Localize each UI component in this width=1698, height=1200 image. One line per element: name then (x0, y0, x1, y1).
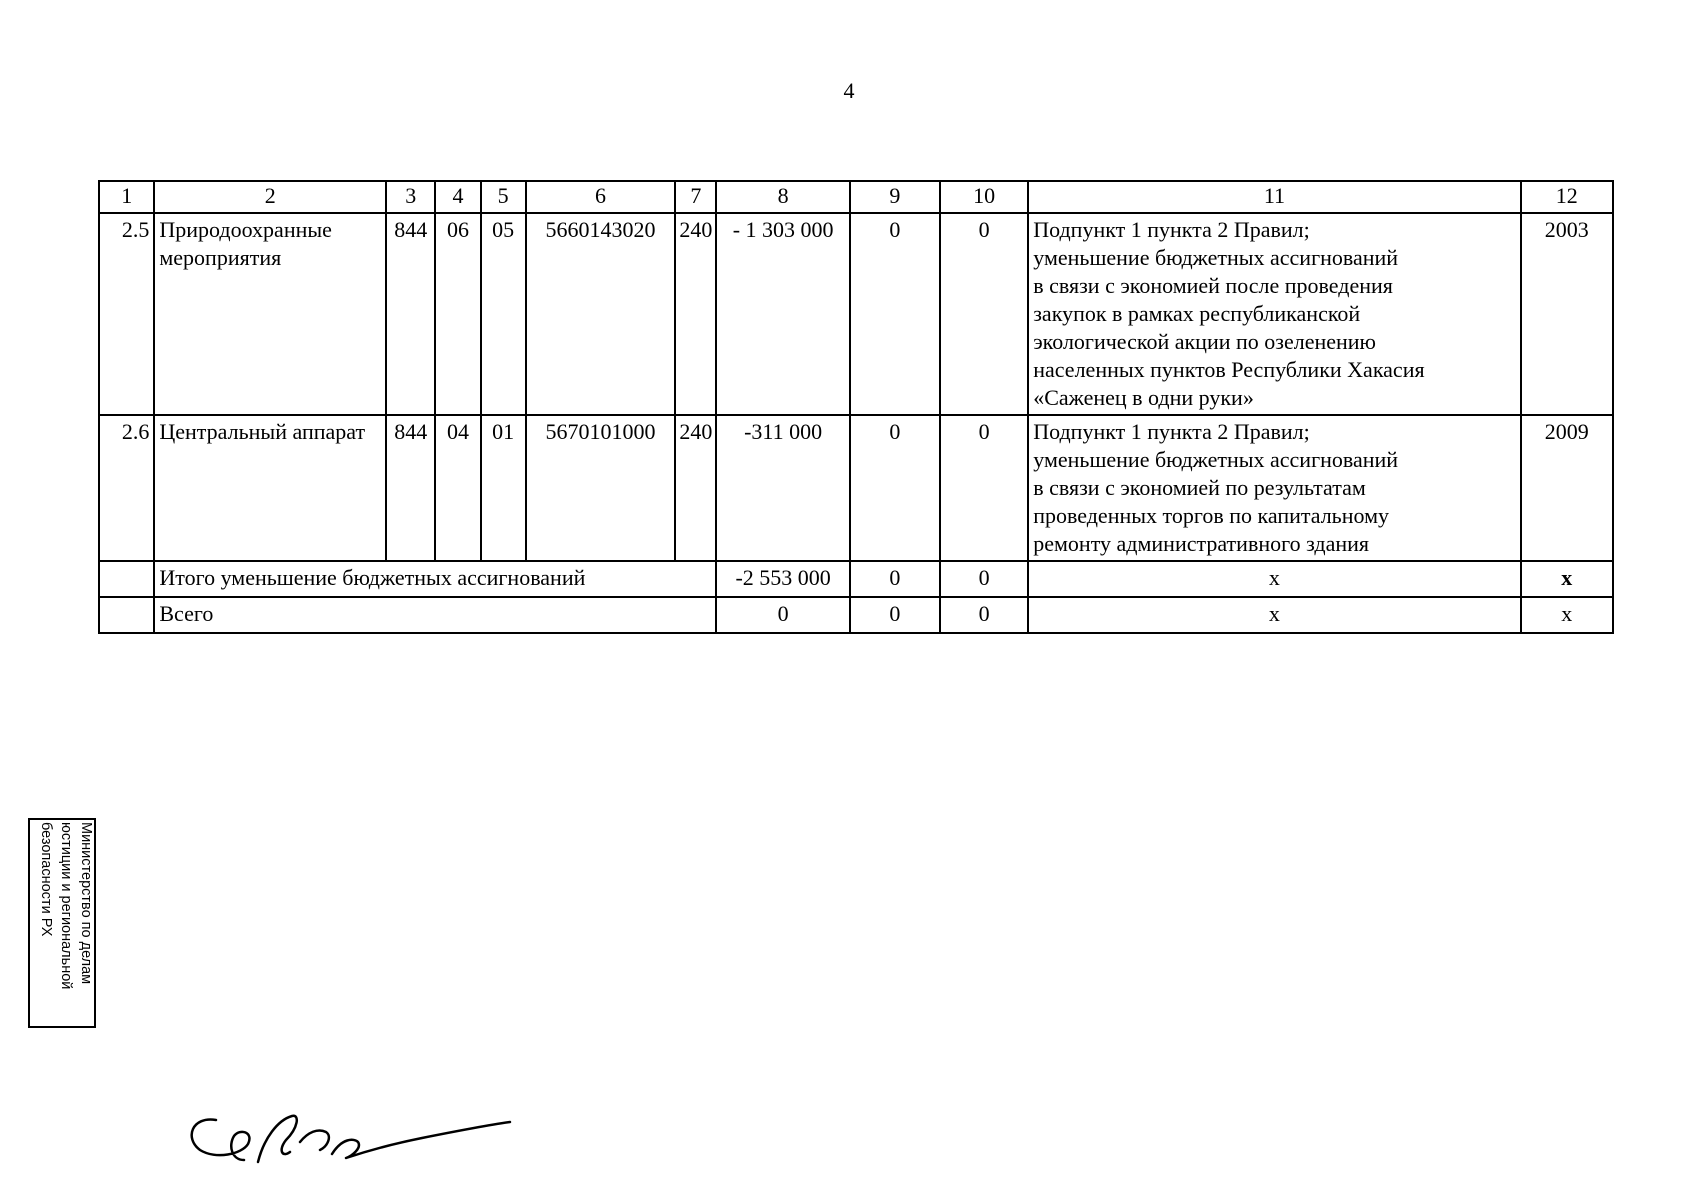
column-header: 12 (1521, 181, 1613, 213)
total-decrease-row (99, 561, 1613, 597)
grand-total-col9: 0 (850, 597, 940, 633)
cell-col3: 844 (386, 415, 435, 561)
column-header: 10 (940, 181, 1028, 213)
cell-col10: 0 (940, 213, 1028, 415)
cell-col7: 240 (675, 415, 716, 561)
row-basis (1028, 213, 1520, 415)
basis-line: в связи с экономией после проведения (1033, 273, 1393, 298)
signature (182, 1098, 512, 1178)
column-header: 6 (526, 181, 676, 213)
header-row (99, 181, 1613, 213)
grand-total-label: Всего (154, 597, 716, 633)
total-decrease-col10: 0 (940, 561, 1028, 597)
cell-col8: - 1 303 000 (716, 213, 849, 415)
basis-line: Подпункт 1 пункта 2 Правил; (1033, 419, 1310, 444)
row-name-line: мероприятия (159, 245, 282, 270)
total-decrease-col8: -2 553 000 (716, 561, 849, 597)
column-header: 8 (716, 181, 849, 213)
basis-line: в связи с экономией по результатам (1033, 475, 1366, 500)
total-decrease-col9: 0 (850, 561, 940, 597)
grand-total-col12: x (1521, 597, 1613, 633)
row-number: 2.6 (99, 415, 154, 561)
basis-line: уменьшение бюджетных ассигнований (1033, 245, 1399, 270)
basis-line: Подпункт 1 пункта 2 Правил; (1033, 217, 1310, 242)
stamp-line: Министерство по делам (78, 822, 94, 985)
row-name (154, 213, 386, 415)
basis-line: населенных пунктов Республики Хакасия (1033, 357, 1425, 382)
basis-line: «Саженец в одни руки» (1033, 385, 1254, 410)
cell-col6: 5670101000 (526, 415, 676, 561)
cell-col12: 2009 (1521, 415, 1613, 561)
cell-col6: 5660143020 (526, 213, 676, 415)
total-decrease-label: Итого уменьшение бюджетных ассигнований (154, 561, 716, 597)
row-basis (1028, 415, 1520, 561)
column-header: 4 (435, 181, 480, 213)
row-name (154, 415, 386, 561)
column-header: 9 (850, 181, 940, 213)
basis-line: закупок в рамках республиканской (1033, 301, 1361, 326)
grand-total-row (99, 597, 1613, 633)
cell-col5: 05 (481, 213, 526, 415)
basis-line: уменьшение бюджетных ассигнований (1033, 447, 1399, 472)
column-header: 5 (481, 181, 526, 213)
basis-line: экологической акции по озеленению (1033, 329, 1376, 354)
cell-col10: 0 (940, 415, 1028, 561)
table-row (99, 415, 1613, 561)
cell-col5: 01 (481, 415, 526, 561)
grand-total-col8: 0 (716, 597, 849, 633)
cell-col4: 04 (435, 415, 480, 561)
cell-col8: -311 000 (716, 415, 849, 561)
ministry-stamp (28, 818, 96, 1028)
column-header: 1 (99, 181, 154, 213)
column-header: 2 (154, 181, 386, 213)
empty-cell (99, 561, 154, 597)
row-name-line: Природоохранные (159, 217, 332, 242)
grand-total-col10: 0 (940, 597, 1028, 633)
cell-col3: 844 (386, 213, 435, 415)
cell-col9: 0 (850, 213, 940, 415)
basis-line: проведенных торгов по капитальному (1033, 503, 1389, 528)
column-header: 11 (1028, 181, 1520, 213)
page-number: 4 (843, 78, 855, 103)
cell-col4: 06 (435, 213, 480, 415)
cell-col9: 0 (850, 415, 940, 561)
cell-col7: 240 (675, 213, 716, 415)
stamp-line: безопасности РХ (38, 822, 54, 937)
row-name-line: Центральный аппарат (159, 419, 366, 444)
total-decrease-col11: x (1028, 561, 1520, 597)
cell-col12: 2003 (1521, 213, 1613, 415)
budget-table (98, 180, 1614, 634)
stamp-text (32, 822, 96, 1028)
empty-cell (99, 597, 154, 633)
grand-total-col11: x (1028, 597, 1520, 633)
row-number: 2.5 (99, 213, 154, 415)
basis-line: ремонту административного здания (1033, 531, 1370, 556)
table-row (99, 213, 1613, 415)
column-header: 3 (386, 181, 435, 213)
total-decrease-col12: x (1521, 561, 1613, 597)
stamp-line: юстиции и региональной (58, 822, 74, 990)
column-header: 7 (675, 181, 716, 213)
